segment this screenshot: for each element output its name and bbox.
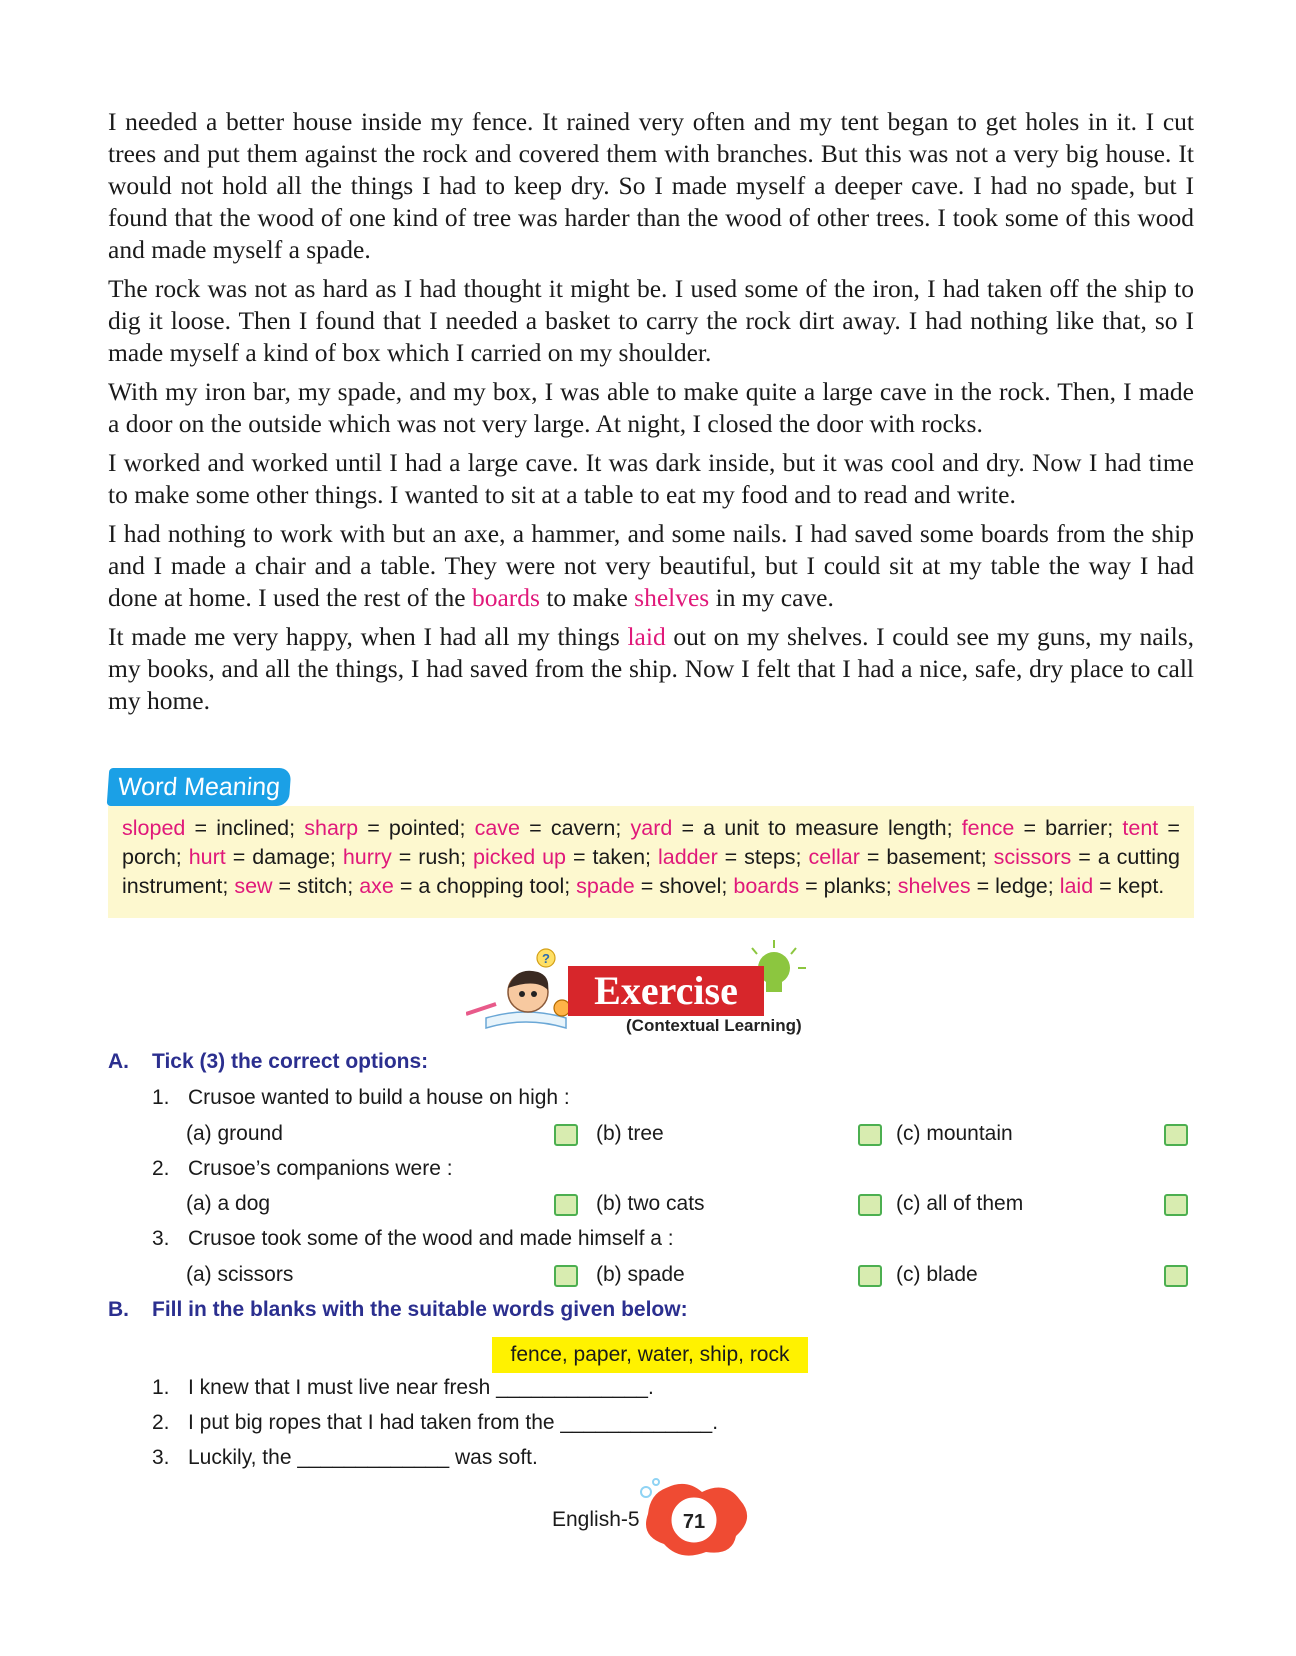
wm-entry: axe = a chopping tool; [359, 874, 577, 898]
page-number: 71 [682, 1511, 706, 1533]
paragraph-2: The rock was not as hard as I had thought it might be. I used some of the iron, I had taken off the ship to dig it loose. Then I found that I needed a basket to carry the rock dirt away. I had nothing like that, so I made myself a kind of box which I carried on my shoulder. [108, 274, 1194, 367]
option: (a) scissors [186, 1263, 294, 1286]
wm-entry: cellar = basement; [808, 845, 994, 869]
tick-checkbox[interactable] [554, 1124, 578, 1146]
wm-entry: boards = planks; [733, 874, 898, 898]
question-b2: 2. I put big ropes that I had taken from the _____________. [152, 1411, 719, 1434]
option: (c) blade [896, 1263, 978, 1286]
question-b1: 1. I knew that I must live near fresh _____________. [152, 1376, 654, 1399]
question-a1: 1. Crusoe wanted to build a house on high : [152, 1086, 570, 1109]
tick-checkbox[interactable] [858, 1265, 882, 1287]
option: (b) tree [596, 1122, 664, 1145]
wm-entry: tent = porch; [122, 816, 1180, 869]
tick-checkbox[interactable] [554, 1194, 578, 1216]
option: (b) spade [596, 1263, 685, 1286]
wm-entry: spade = shovel; [576, 874, 734, 898]
wm-entry: yard = a unit to measure length; [630, 816, 962, 840]
option: (c) mountain [896, 1122, 1013, 1145]
paragraph-6: It made me very happy, when I had all my things laid out on my shelves. I could see my guns, my nails, my books, and all the things, I had saved from the ship. Now I felt that I had a nice, safe, dry place to call my home. [108, 622, 1194, 715]
wm-entry: ladder = steps; [657, 845, 809, 869]
svg-text:?: ? [542, 951, 550, 966]
tick-checkbox[interactable] [1164, 1194, 1188, 1216]
wm-entry: laid = kept. [1059, 874, 1165, 898]
highlighted-word: boards [471, 583, 540, 612]
question-a3: 3. Crusoe took some of the wood and made himself a : [152, 1227, 674, 1250]
tick-checkbox[interactable] [858, 1124, 882, 1146]
exercise-header [466, 930, 836, 1040]
paragraph-5: I had nothing to work with but an axe, a hammer, and some nails. I had saved some boards from the ship and I made a chair and a table. They were not very beautiful, but I could sit at my table the way I had done at home. I used the rest of the boards to make shelves in my cave. [108, 519, 1194, 612]
wm-entry: shelves = ledge; [897, 874, 1060, 898]
book-icon [486, 1012, 566, 1028]
wm-entry: sloped = inclined; [122, 816, 305, 840]
question-b3: 3. Luckily, the _____________ was soft. [152, 1446, 538, 1469]
story-text [108, 106, 1194, 724]
question-a2: 2. Crusoe’s companions were : [152, 1157, 453, 1180]
wm-entry: cave = cavern; [474, 816, 631, 840]
wm-entry: fence = barrier; [961, 816, 1123, 840]
wm-entry: picked up = taken; [473, 845, 658, 869]
wm-entry: hurry = rush; [342, 845, 473, 869]
paragraph-1: I needed a better house inside my fence. It rained very often and my tent began to get holes in it. I cut trees and put them against the rock and covered them with branches. But this was not a very big house. It would not hold all the things I had to keep dry. So I made myself a deeper cave. I had no spade, but I found that the wood of one kind of tree was harder than the wood of other trees. I took some of this wood and made myself a spade. [108, 107, 1194, 264]
wm-entry: hurt = damage; [188, 845, 343, 869]
option: (a) a dog [186, 1192, 271, 1215]
highlighted-word: shelves [634, 583, 710, 612]
section-b-heading: B. Fill in the blanks with the suitable words given below: [108, 1298, 688, 1321]
paragraph-4: I worked and worked until I had a large cave. It was dark inside, but it was cool and dry. Now I had time to make some other things. I wanted to sit at a table to eat my food and to read and write. [108, 448, 1194, 509]
word-bank: fence, paper, water, ship, rock [492, 1337, 808, 1373]
tick-checkbox[interactable] [1164, 1124, 1188, 1146]
page-badge [636, 1478, 752, 1558]
pencil-icon [466, 1004, 496, 1014]
option: (c) all of them [896, 1192, 1024, 1215]
highlighted-word: laid [627, 622, 666, 651]
tick-checkbox[interactable] [858, 1194, 882, 1216]
wm-entry: sew = stitch; [234, 874, 360, 898]
tick-checkbox[interactable] [554, 1265, 578, 1287]
wm-entry: scissors = a cutting instrument; [122, 845, 1180, 898]
paragraph-3: With my iron bar, my spade, and my box, I was able to make quite a large cave in the rock. Then, I made a door on the outside which was not very large. At night, I closed the door with rocks. [108, 377, 1194, 438]
exercise-title: Exercise [568, 966, 764, 1016]
book-name: English-5 [552, 1508, 640, 1531]
section-a-heading: A. Tick (3) the correct options: [108, 1050, 429, 1073]
tick-checkbox[interactable] [1164, 1265, 1188, 1287]
word-meaning-tag: Word Meaning [107, 768, 292, 806]
exercise-subtitle: (Contextual Learning) [626, 1016, 802, 1035]
wm-entry: sharp = pointed; [304, 816, 475, 840]
word-meaning-box [108, 806, 1194, 918]
option: (b) two cats [596, 1192, 705, 1215]
option: (a) ground [186, 1122, 283, 1145]
